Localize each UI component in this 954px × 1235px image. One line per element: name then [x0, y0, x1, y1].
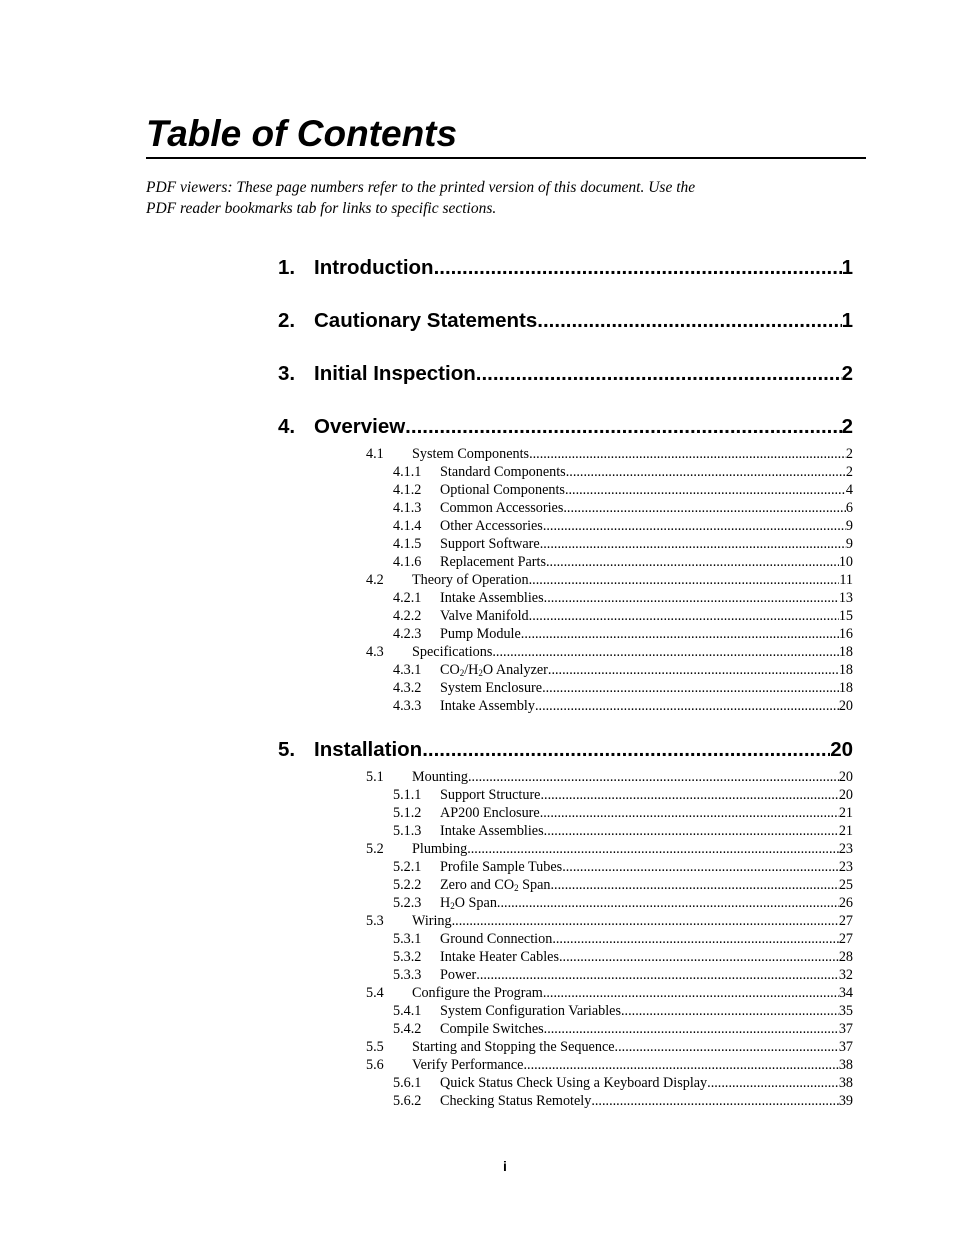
section-number: 4.3	[366, 644, 384, 660]
section-list	[278, 445, 853, 715]
subscript: 2	[450, 901, 455, 911]
title-part: Zero and CO	[440, 877, 515, 893]
dot-leader	[497, 894, 839, 912]
dot-leader	[543, 984, 839, 1002]
toc-section-link[interactable]	[278, 912, 853, 930]
title-part: H	[440, 895, 451, 911]
dot-leader	[565, 481, 846, 499]
toc-section-link[interactable]	[278, 804, 853, 822]
dot-leader	[540, 786, 838, 804]
title-part: Span	[518, 877, 551, 893]
title-part: /H	[464, 662, 479, 678]
section-page: 37	[838, 1039, 853, 1055]
section-number: 4.1.2	[393, 482, 422, 498]
section-title: Checking Status Remotely	[440, 1093, 592, 1109]
toc-section-link[interactable]	[278, 481, 853, 499]
section-number: 5.1.3	[393, 823, 422, 839]
table-of-contents	[278, 250, 853, 1110]
section-number: 5.3.2	[393, 949, 422, 965]
section-title: Specifications	[412, 644, 493, 660]
section-number: 5.3.3	[393, 967, 422, 983]
section-page: 28	[838, 949, 853, 965]
section-number: 5.2	[366, 841, 384, 857]
chapter-number: 1.	[278, 256, 296, 279]
toc-section-link[interactable]	[278, 679, 853, 697]
toc-section-link[interactable]	[278, 697, 853, 715]
section-number: 5.1	[366, 769, 384, 785]
toc-section-link[interactable]	[278, 786, 853, 804]
note-line: PDF reader bookmarks tab for links to specific sections.	[146, 200, 497, 217]
section-page: 32	[838, 967, 853, 983]
toc-section-link[interactable]	[278, 1092, 853, 1110]
chapter-title: Overview	[314, 415, 406, 438]
section-title: Common Accessories	[440, 500, 564, 516]
section-number: 4.1.3	[393, 500, 422, 516]
toc-section-link[interactable]	[278, 607, 853, 625]
section-title: System Enclosure	[440, 680, 543, 696]
toc-section-link[interactable]	[278, 589, 853, 607]
toc-section-link[interactable]	[278, 661, 853, 679]
dot-leader	[492, 643, 838, 661]
section-title: Theory of Operation	[412, 572, 529, 588]
section-page: 23	[838, 841, 853, 857]
toc-section-link[interactable]	[278, 1074, 853, 1092]
section-number: 4.2.2	[393, 608, 422, 624]
dot-leader	[529, 445, 846, 463]
section-title: Other Accessories	[440, 518, 543, 534]
pdf-viewer-note	[146, 177, 826, 219]
section-page: 15	[838, 608, 853, 624]
section-number: 4.1.4	[393, 518, 422, 534]
toc-section-link[interactable]	[278, 535, 853, 553]
section-page: 27	[838, 931, 853, 947]
chapter-page: 20	[830, 738, 853, 761]
title-part: CO	[440, 662, 460, 678]
section-title: Intake Heater Cables	[440, 949, 559, 965]
section-title: Starting and Stopping the Sequence	[412, 1039, 615, 1055]
dot-leader	[707, 1074, 839, 1092]
section-title: System Configuration Variables	[440, 1003, 621, 1019]
section-title: Ground Connection	[440, 931, 553, 947]
chapter-number: 5.	[278, 738, 296, 761]
subscript: 2	[459, 668, 465, 678]
section-number: 5.2.1	[393, 859, 422, 875]
section-number: 5.2.2	[393, 877, 422, 893]
section-number: 4.2.3	[393, 626, 422, 642]
section-title: Mounting	[412, 769, 468, 785]
section-title: System Components	[412, 446, 530, 462]
toc-section-link[interactable]	[278, 553, 853, 571]
section-number: 4.1.1	[393, 464, 422, 480]
dot-leader	[544, 589, 839, 607]
title-part: O Analyzer	[482, 662, 548, 678]
dot-leader	[563, 499, 846, 517]
section-page: 20	[838, 769, 853, 785]
dot-leader	[559, 948, 839, 966]
chapter-number: 4.	[278, 415, 296, 438]
section-title: Intake Assembly	[440, 698, 535, 714]
toc-chapter-link[interactable]	[278, 356, 853, 392]
toc-section-link[interactable]	[278, 445, 853, 463]
dot-leader	[546, 553, 839, 571]
dot-leader	[523, 1056, 838, 1074]
section-page: 38	[838, 1075, 853, 1091]
section-number: 5.6.1	[393, 1075, 422, 1091]
section-number: 5.6.2	[393, 1093, 422, 1109]
section-number: 5.2.3	[393, 895, 422, 911]
section-page: 10	[838, 554, 853, 570]
chapter-title: Introduction	[314, 256, 434, 279]
toc-section-link[interactable]	[278, 1038, 853, 1056]
dot-leader	[562, 858, 839, 876]
section-title: Wiring	[412, 913, 452, 929]
section-title: Support Software	[440, 536, 540, 552]
section-number: 4.1	[366, 446, 384, 462]
section-title	[440, 661, 548, 679]
section-page: 18	[838, 644, 853, 660]
toc-section-link[interactable]	[278, 571, 853, 589]
toc-section-link[interactable]	[278, 625, 853, 643]
dot-leader	[544, 822, 839, 840]
section-page: 38	[838, 1057, 853, 1073]
toc-section-link[interactable]	[278, 517, 853, 535]
toc-section-link[interactable]	[278, 894, 853, 912]
toc-chapter-link[interactable]	[278, 409, 853, 445]
section-number: 5.3	[366, 913, 384, 929]
chapter-title: Cautionary Statements	[314, 309, 538, 332]
section-title: AP200 Enclosure	[440, 805, 540, 821]
section-page: 18	[838, 680, 853, 696]
toc-section-link[interactable]	[278, 840, 853, 858]
section-title: Configure the Program	[412, 985, 543, 1001]
section-page: 34	[838, 985, 853, 1001]
section-number: 4.3.2	[393, 680, 422, 696]
section-number: 5.6	[366, 1057, 384, 1073]
dot-leader	[422, 732, 830, 768]
section-title: Valve Manifold	[440, 608, 529, 624]
section-title: Power	[440, 967, 477, 983]
dot-leader	[540, 804, 839, 822]
toc-chapter-link[interactable]	[278, 303, 853, 339]
section-title: Compile Switches	[440, 1021, 544, 1037]
section-title: Intake Assemblies	[440, 590, 544, 606]
toc-section-link[interactable]	[278, 966, 853, 984]
page-number: i	[503, 1158, 507, 1174]
toc-section-link[interactable]	[278, 499, 853, 517]
dot-leader	[621, 1002, 839, 1020]
section-number: 4.3.3	[393, 698, 422, 714]
section-page: 39	[838, 1093, 853, 1109]
section-page: 4	[845, 482, 853, 498]
dot-leader	[615, 1038, 839, 1056]
section-page: 27	[838, 913, 853, 929]
chapter-number: 3.	[278, 362, 296, 385]
section-page: 23	[838, 859, 853, 875]
section-number: 5.3.1	[393, 931, 422, 947]
toc-section-link[interactable]	[278, 930, 853, 948]
section-page: 16	[838, 626, 853, 642]
section-page: 20	[838, 787, 853, 803]
dot-leader	[476, 356, 842, 392]
dot-leader	[591, 1092, 838, 1110]
dot-leader	[537, 303, 841, 339]
page-title: Table of Contents	[146, 112, 866, 159]
section-page: 20	[838, 698, 853, 714]
dot-leader	[468, 768, 839, 786]
chapter-page: 2	[841, 362, 853, 385]
dot-leader	[452, 912, 839, 930]
section-number: 4.1.6	[393, 554, 422, 570]
chapter-title: Installation	[314, 738, 423, 761]
section-page: 21	[838, 805, 853, 821]
title-part: O Span	[454, 895, 497, 911]
subscript: 2	[478, 668, 483, 678]
section-number: 4.2	[366, 572, 384, 588]
section-title: Pump Module	[440, 626, 521, 642]
section-page: 9	[845, 518, 853, 534]
chapter-title: Initial Inspection	[314, 362, 476, 385]
section-title: Optional Components	[440, 482, 565, 498]
dot-leader	[529, 571, 840, 589]
dot-leader	[434, 250, 842, 286]
toc-section-link[interactable]	[278, 876, 853, 894]
section-title: Intake Assemblies	[440, 823, 544, 839]
toc-section-link[interactable]	[278, 1002, 853, 1020]
dot-leader	[476, 966, 839, 984]
section-title: Replacement Parts	[440, 554, 546, 570]
note-line: PDF viewers: These page numbers refer to the printed version of this document. Use the	[146, 179, 696, 196]
section-title: Standard Components	[440, 464, 566, 480]
section-list	[278, 768, 853, 1110]
section-page: 11	[839, 572, 853, 588]
dot-leader	[552, 930, 839, 948]
chapter-page: 1	[841, 256, 853, 279]
section-number: 5.4	[366, 985, 384, 1001]
section-page: 2	[845, 464, 853, 480]
subscript: 2	[514, 883, 519, 893]
dot-leader	[540, 535, 846, 553]
dot-leader	[535, 697, 839, 715]
section-number: 5.4.1	[393, 1003, 422, 1019]
chapter-number: 2.	[278, 309, 296, 332]
toc-section-link[interactable]	[278, 1020, 853, 1038]
dot-leader	[405, 409, 841, 445]
chapter-page: 1	[841, 309, 853, 332]
section-page: 2	[845, 446, 853, 462]
section-number: 4.1.5	[393, 536, 422, 552]
section-page: 13	[838, 590, 853, 606]
toc-chapter-link[interactable]	[278, 250, 853, 286]
dot-leader	[542, 679, 839, 697]
dot-leader	[529, 607, 839, 625]
dot-leader	[543, 517, 846, 535]
dot-leader	[566, 463, 846, 481]
section-page: 35	[838, 1003, 853, 1019]
section-title: Support Structure	[440, 787, 541, 803]
dot-leader	[544, 1020, 839, 1038]
chapter-page: 2	[841, 415, 853, 438]
section-number: 5.1.2	[393, 805, 422, 821]
section-page: 25	[838, 877, 853, 893]
toc-section-link[interactable]	[278, 822, 853, 840]
toc-section-link[interactable]	[278, 948, 853, 966]
section-number: 5.5	[366, 1039, 384, 1055]
toc-section-link[interactable]	[278, 643, 853, 661]
section-page: 26	[838, 895, 853, 911]
section-title: Quick Status Check Using a Keyboard Display	[440, 1075, 708, 1091]
section-title: Profile Sample Tubes	[440, 859, 563, 875]
dot-leader	[551, 876, 839, 894]
section-title	[440, 876, 551, 894]
toc-section-link[interactable]	[278, 1056, 853, 1074]
toc-section-link[interactable]	[278, 768, 853, 786]
dot-leader	[521, 625, 839, 643]
section-number: 5.1.1	[393, 787, 422, 803]
section-page: 21	[838, 823, 853, 839]
section-page: 6	[845, 500, 853, 516]
section-title: Verify Performance	[412, 1057, 524, 1073]
section-page: 9	[845, 536, 853, 552]
section-page: 37	[838, 1021, 853, 1037]
section-page: 18	[838, 662, 853, 678]
section-number: 5.4.2	[393, 1021, 422, 1037]
section-number: 4.3.1	[393, 662, 422, 678]
toc-section-link[interactable]	[278, 463, 853, 481]
toc-chapter-link[interactable]	[278, 732, 853, 768]
section-number: 4.2.1	[393, 590, 422, 606]
dot-leader	[467, 840, 839, 858]
dot-leader	[548, 661, 839, 679]
toc-section-link[interactable]	[278, 984, 853, 1002]
toc-section-link[interactable]	[278, 858, 853, 876]
section-title: Plumbing	[412, 841, 468, 857]
section-title	[440, 894, 497, 912]
